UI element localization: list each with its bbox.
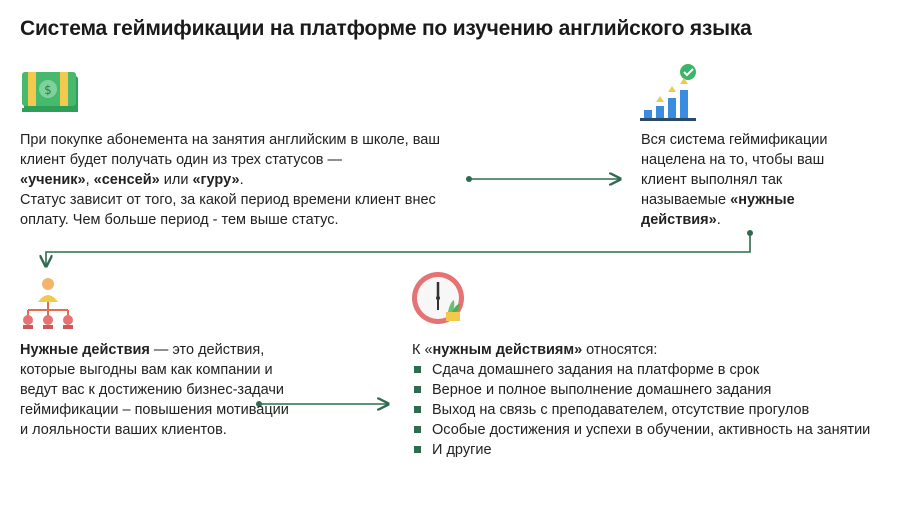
list-item: Особые достижения и успехи в обучении, активность на занятии (412, 420, 882, 440)
list-item: Выход на связь с преподавателем, отсутствие прогулов (412, 400, 882, 420)
status-sensei: «сенсей» (93, 172, 160, 188)
svg-text:$: $ (44, 83, 52, 97)
status-separator: , (85, 172, 94, 188)
definition-term: Нужные действия (20, 342, 150, 358)
list-heading (412, 340, 882, 360)
heading-bold: нужным действиям» (432, 342, 583, 358)
list-item: И другие (412, 440, 882, 460)
heading-suffix: относятся: (582, 342, 658, 358)
heading-prefix: К « (412, 342, 433, 358)
list-item: Сдача домашнего задания на платформе в срок (412, 360, 882, 380)
status-period-text: Статус зависит от того, за какой период времени клиент внес оплату. Чем больше период - тем выше статус. (20, 192, 436, 228)
actions-list (412, 360, 882, 460)
goal-end: . (716, 212, 721, 228)
needed-actions-list (412, 340, 882, 460)
goal-text: Вся система геймификации нацелена на то, чтобы ваш клиент выполнял так называемые (641, 132, 828, 208)
page-title: Система геймификации на платформе по изучению английского языка (20, 17, 752, 40)
arrow-block1-to-block2 (466, 176, 620, 182)
status-student: «ученик» (20, 172, 86, 188)
status-description (20, 130, 470, 230)
goal-bold: «нужные действия» (641, 192, 795, 228)
list-item: Верное и полное выполнение домашнего задания (412, 380, 882, 400)
status-separator: или (159, 172, 193, 188)
definition-text: — это действия, которые выгодны вам как компании и ведут вас к достижению бизнес-задачи геймификации – повышения мотивации и лояльности ваших клиентов. (20, 342, 289, 438)
gamification-goal (641, 130, 871, 230)
status-guru: «гуру» (192, 172, 240, 188)
arrow-block2-to-block3 (46, 230, 753, 266)
status-end: . (239, 172, 244, 188)
status-intro: При покупке абонемента на занятия английским в школе, ваш клиент будет получать один из трех статусов — (20, 132, 440, 168)
needed-actions-definition (20, 340, 300, 440)
